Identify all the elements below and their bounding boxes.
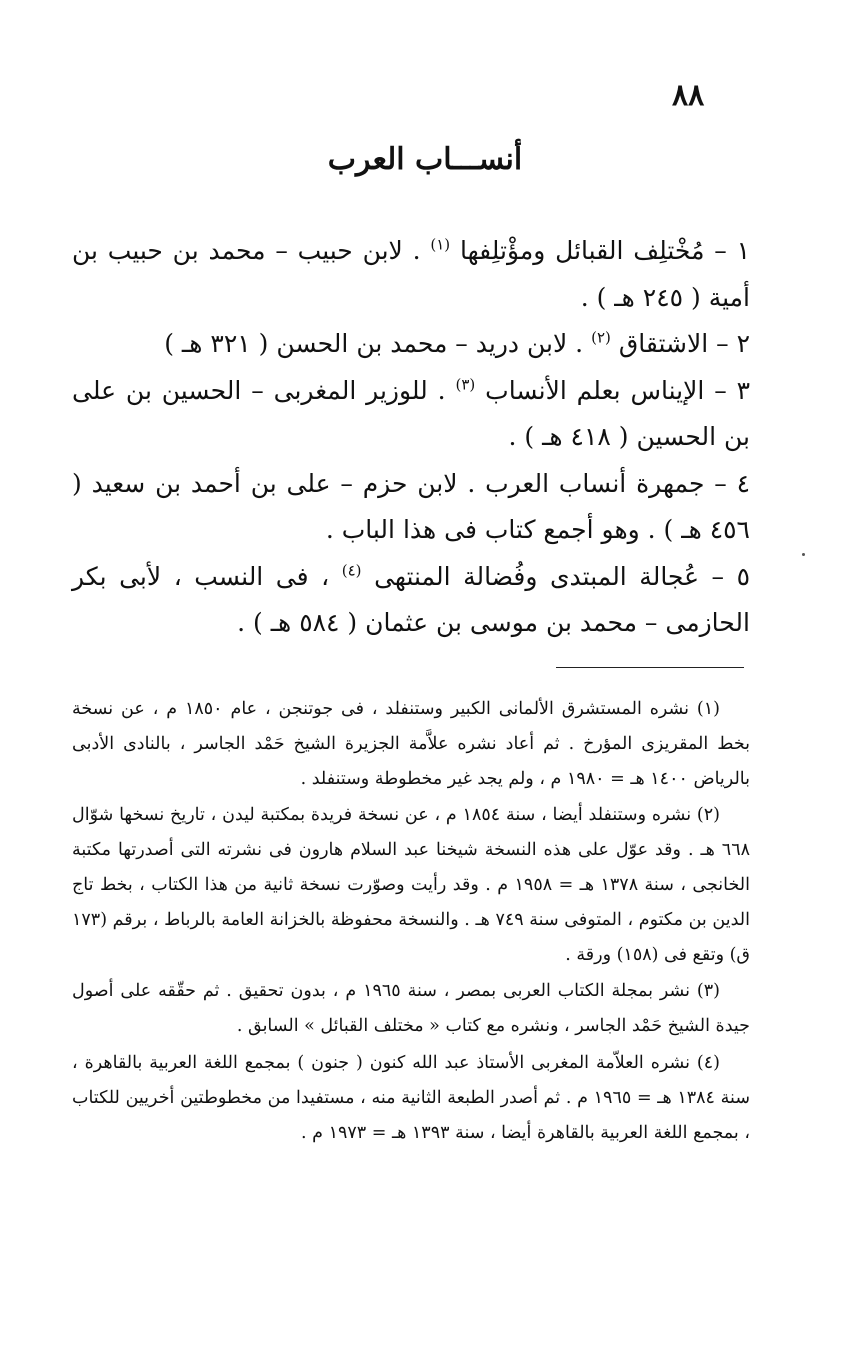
entry-item-2 [72,321,750,368]
footnote-reference: (١) [430,235,451,254]
entry-text: ٣ – الإيناس بعلم الأنساب [485,375,751,405]
entry-item-4 [72,461,750,554]
footnote-reference: (٢) [591,328,611,347]
entry-item-3 [72,368,750,461]
footnote-1: (١) نشره المستشرق الألمانى الكبير وستنفلد ، فى جوتنجن ، عام ١٨٥٠ م ، عن نسخة بخط المقريزى المؤرخ . ثم أعاد نشره علاَّمة الجزيرة الشيخ حَمْد الجاسر ، بالنادى الأدبى بالرياض ١٤٠٠ هـ = ١٩٨٠ م ، ولم يجد غير مخطوطة وستنفلد . [72,699,750,789]
page-number: ٨٨ [672,78,705,113]
entry-text: ٢ – الاشتقاق [618,329,750,358]
page-title: أنســـاب العرب [327,142,523,177]
entry-text: ٤ – جمهرة أنساب العرب . لابن حزم – على بن أحمد بن سعيد ( ٤٥٦ هـ ) . وهو أجمع كتاب فى هذا الباب . [72,468,750,544]
page-speck [802,553,805,556]
entry-text: . لابن دريد – محمد بن الحسن ( ٣٢١ هـ ) [164,329,584,358]
footnote-divider [556,667,744,668]
footnote-reference: (٣) [455,375,476,394]
entry-item-5 [72,554,750,647]
main-text [72,228,750,647]
entry-text: ، فى النسب ، لأبى بكر الحازمى – محمد بن موسى بن عثمان ( ٥٨٤ هـ ) . [72,561,750,637]
footnote-3: (٣) نشر بمجلة الكتاب العربى بمصر ، سنة ١٩٦٥ م ، بدون تحقيق . ثم حقّقه على أصول جيدة الشيخ حَمْد الجاسر ، ونشره مع كتاب « مختلف القبائل » السابق . [72,981,750,1037]
entry-text: . لابن حبيب – محمد بن حبيب بن أمية ( ٢٤٥ هـ ) . [72,236,750,312]
footnote-4: (٤) نشره العلاّمة المغربى الأستاذ عبد الله كنون ( جنون ) بمجمع اللغة العربية بالقاهرة ، سنة ١٣٨٤ هـ = ١٩٦٥ م . ثم أصدر الطبعة الثانية منه ، مستفيدا من مخطوطتين أخريين للكتاب ، بمجمع اللغة العربية بالقاهرة أيضا ، سنة ١٣٩٣ هـ = ١٩٧٣ م . [72,1052,750,1143]
entry-item-1 [72,228,750,321]
footnotes [72,692,750,1152]
footnote-2: (٢) نشره وستنفلد أيضا ، سنة ١٨٥٤ م ، عن نسخة فريدة بمكتبة ليدن ، تاريخ نسخها شوّال ٦٦٨ هـ . وقد عوّل على هذه النسخة شيخنا عبد السلام هارون فى نشرته التى أصدرتها مكتبة الخانجى ، سنة ١٣٧٨ هـ = ١٩٥٨ م . وقد رأيت وصوّرت نسخة ثانية من هذا الكتاب ، بخط تاج الدين بن مكتوم ، المتوفى سنة ٧٤٩ هـ . والنسخة محفوظة بالخزانة العامة بالرباط ، برقم (١٧٣ ق) وتقع فى (١٥٨) ورقة . [72,805,750,965]
entry-text: ٥ – عُجالة المبتدى وفُضالة المنتهى [374,561,751,591]
entry-text: . للوزير المغربى – الحسين بن على بن الحسين ( ٤١٨ هـ ) . [72,375,750,451]
entry-text: ١ – مُخْتلِف القبائل ومؤْتلِفها [459,236,750,265]
footnote-reference: (٤) [341,561,362,580]
